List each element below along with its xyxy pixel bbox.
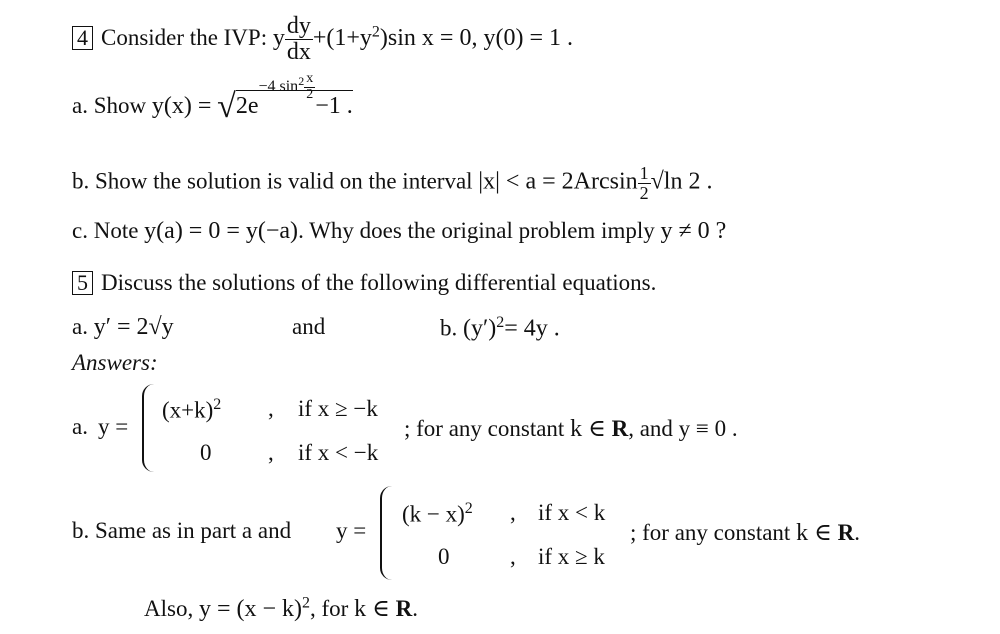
problem5-and (292, 314, 325, 340)
dy-dx-fraction (285, 14, 313, 65)
ans-b-case2-cond: if x ≥ k (538, 544, 605, 569)
ans-b-tail-R: R (837, 520, 855, 545)
ans-b-case1-cond: if x < k (538, 500, 606, 525)
part-c-end: y ≠ 0 ? (660, 218, 727, 244)
ans-b-tail-post: . (854, 520, 860, 545)
ans-a-case1-expr: (x+k) (162, 397, 214, 423)
problem5-statement (72, 270, 656, 296)
ans-b-text: b. Same as in part a and (72, 518, 292, 543)
ans-b-case1 (402, 500, 473, 528)
ans-a-tail-R: R (611, 416, 629, 441)
also-line (144, 594, 418, 623)
ans-a-label: a. (72, 414, 88, 439)
problem4-part-b (72, 164, 712, 203)
problem5-intro: Discuss the solutions of the following differential equations. (101, 270, 657, 295)
exp-pre: −4 sin (258, 78, 299, 95)
also-k: k ∈ (354, 596, 390, 622)
problem4-statement (72, 14, 573, 65)
also-eq: y = (x − k) (198, 596, 303, 622)
part-b-frac-bot: 2 (639, 182, 649, 203)
ans-a-case2-comma: , (268, 440, 274, 465)
ode-tail: )sin x = 0, y(0) = 1 . (379, 24, 573, 51)
part-a-tail: −1 . (315, 93, 353, 119)
exp-sup: 2 (298, 74, 305, 88)
p5-b-label: b. (440, 315, 458, 341)
p5-a-eq: y′ = 2√y (93, 314, 174, 340)
ans-a-case1 (162, 396, 221, 424)
p5-b-eq-pre: (y′) (463, 315, 497, 342)
ans-b-lhs: y = (336, 518, 367, 543)
problem5-b-equation (440, 314, 560, 343)
also-mid: , for (310, 596, 349, 621)
ans-a-case1-sup: 2 (213, 396, 222, 413)
also-R: R (395, 596, 413, 621)
part-a-label: a. Show (72, 93, 147, 118)
problem4-part-c (72, 218, 726, 245)
part-c-math: y(a) = 0 = y(−a) (144, 218, 299, 244)
p5-b-eq-post: = 4y . (504, 315, 560, 342)
exp-frac-bot: 2 (306, 86, 314, 102)
part-a-base: 2e (235, 93, 259, 119)
ans-b-case1-comma: , (510, 500, 516, 525)
problem5-a-equation (72, 314, 174, 341)
problem-number-4: 4 (72, 26, 93, 50)
ans-a-lhs: y = (98, 414, 129, 439)
p5-b-eq-sup: 2 (496, 314, 505, 331)
ans-b-tail-pre: ; for any constant (630, 520, 791, 545)
ans-a-case1-cond: if x ≥ −k (298, 396, 378, 421)
problem4-part-a (72, 71, 353, 126)
sqrt-sign: √ (217, 88, 236, 125)
part-b-math2: √ln 2 . (650, 168, 713, 195)
part-b-text: b. Show the solution is valid on the interval (72, 168, 473, 194)
frac-denominator: dx (286, 39, 311, 66)
part-b-frac-top: 1 (639, 163, 649, 183)
ans-b-tail (630, 518, 860, 547)
ode-y: y (272, 24, 285, 51)
ans-b-tail-k: k ∈ (796, 520, 832, 546)
frac-numerator: dy (286, 13, 311, 39)
ans-b-case2-expr: 0 (438, 544, 450, 569)
problem4-intro: Consider the IVP: (101, 24, 268, 50)
also-sup: 2 (302, 594, 311, 612)
answers-label: Answers: (72, 350, 158, 375)
ans-a-tail-pre: ; for any constant (404, 416, 565, 441)
part-a-lhs: y(x) = (151, 93, 212, 119)
p5-a-label: a. (72, 314, 88, 339)
sqrt-radicand (235, 71, 353, 125)
part-c-text: . Why does the original problem imply (298, 218, 655, 243)
exp-frac (304, 72, 315, 102)
ans-b-case1-sup: 2 (464, 500, 473, 517)
ans-a-case2-cond: if x < −k (298, 440, 379, 465)
and-word: and (292, 314, 326, 339)
ans-a-case1-comma: , (268, 396, 274, 421)
ans-b-case2-comma: , (510, 544, 516, 569)
ans-a-tail (404, 414, 738, 443)
also-end: . (412, 596, 418, 621)
part-c-label: c. Note (72, 218, 139, 243)
ans-a-case2-expr: 0 (200, 440, 212, 465)
part-a-exponent (258, 71, 315, 102)
exp-frac-top: x (306, 71, 314, 87)
ans-b-case1-expr: (k − x) (402, 501, 465, 527)
problem-number-5: 5 (72, 271, 93, 295)
ans-a-tail-post: , and y ≡ 0 . (628, 416, 738, 441)
ans-a-tail-k: k ∈ (570, 416, 606, 442)
ans-a-brace (142, 384, 154, 472)
ode-rest: +(1+y (312, 24, 372, 51)
answers-heading (72, 350, 158, 376)
part-b-frac (638, 164, 651, 203)
ode-exponent: 2 (371, 23, 380, 41)
also-pre: Also, (144, 596, 194, 621)
ans-b-brace (380, 486, 392, 580)
part-b-math1: |x| < a = 2Arcsin (478, 168, 638, 195)
